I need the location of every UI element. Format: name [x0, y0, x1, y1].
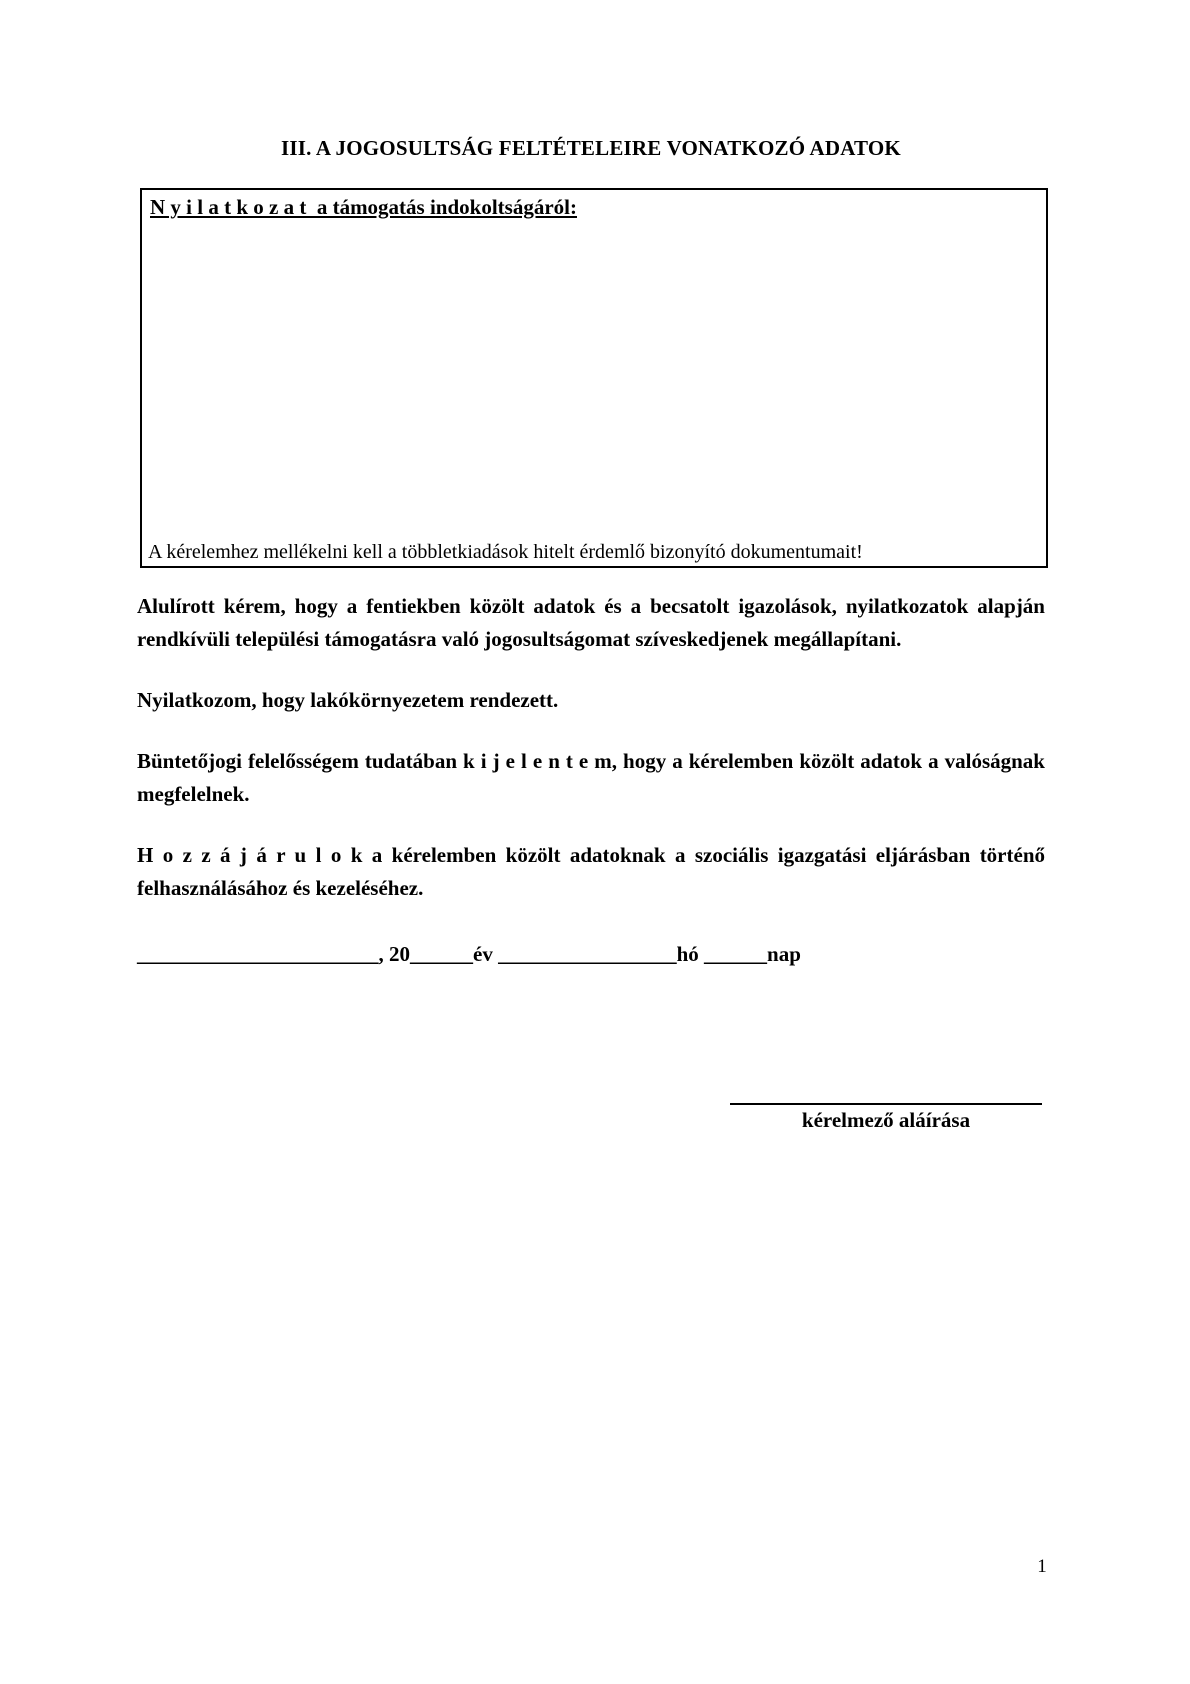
place-blank: _______________________ — [137, 942, 379, 966]
year-prefix: , 20 — [378, 942, 410, 966]
month-label: hó — [676, 942, 705, 966]
signature-line — [730, 1080, 1042, 1105]
page-number: 1 — [1037, 1556, 1047, 1577]
day-blank: ______ — [704, 942, 768, 966]
year-label: év — [473, 942, 499, 966]
page-title: III. A JOGOSULTSÁG FELTÉTELEIRE VONATKOZÓ ADATOK — [281, 136, 901, 160]
body-text — [137, 590, 1045, 971]
paragraph-request: Alulírott kérem, hogy a fentiekben közölt adatok és a becsatolt igazolások, nyilatkozatok alapján rendkívüli települési támogatásra való jogosultságomat szíveskedjenek megállapítani. — [137, 594, 1045, 651]
date-line — [137, 938, 1045, 971]
signature-label: kérelmező aláírása — [801, 1108, 971, 1132]
day-label: nap — [767, 942, 801, 966]
month-blank: _________________ — [498, 942, 677, 966]
statement-box-heading: N y i l a t k o z a t a támogatás indokoltságáról: — [150, 195, 577, 219]
paragraph-declaration: Büntetőjogi felelősségem tudatában k i j e l e n t e m, hogy a kérelemben közölt adatok a valóságnak megfelelnek. — [137, 749, 1045, 806]
statement-box — [140, 188, 1048, 568]
paragraph-residence: Nyilatkozom, hogy lakókörnyezetem rendezett. — [137, 688, 559, 712]
signature-block — [730, 1080, 1042, 1133]
statement-box-note: A kérelemhez mellékelni kell a többletkiadások hitelt érdemlő bizonyító dokumentumait! — [148, 541, 863, 563]
year-blank: ______ — [410, 942, 473, 966]
paragraph-consent: H o z z á j á r u l o k a kérelemben közölt adatoknak a szociális igazgatási eljárásban történő felhasználásához és kezeléséhez. — [137, 843, 1045, 900]
